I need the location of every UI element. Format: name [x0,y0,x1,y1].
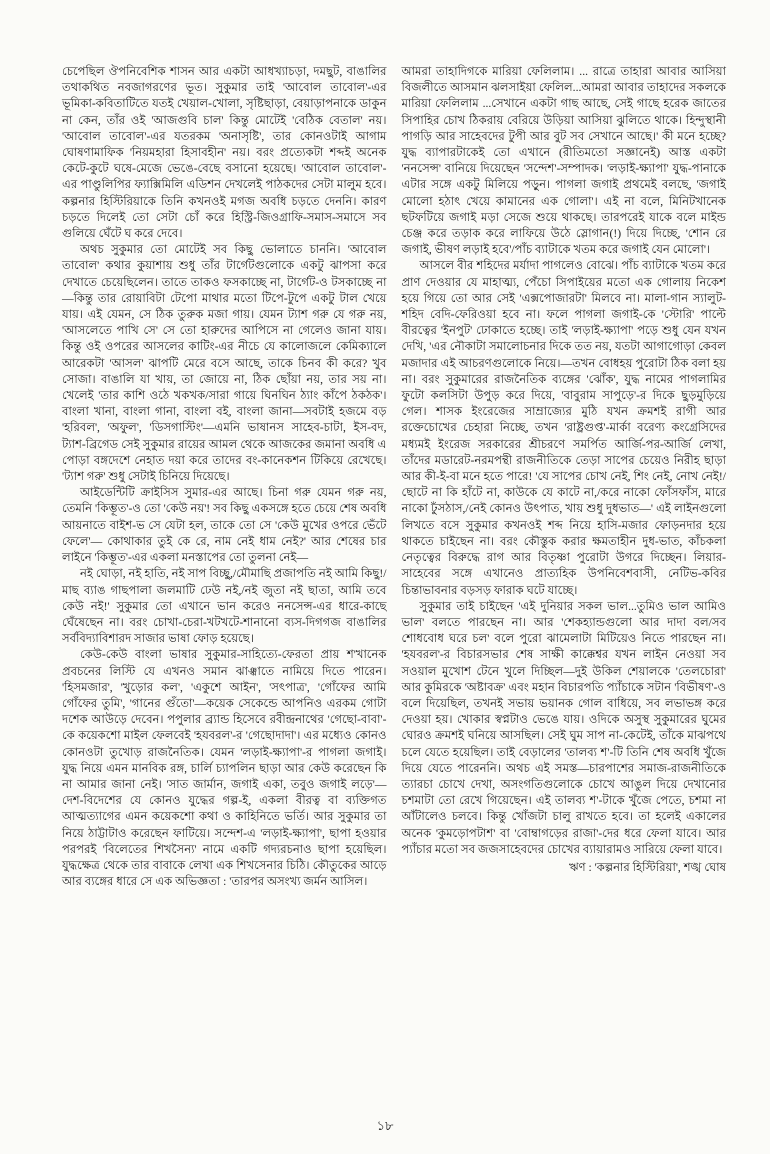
paragraph: আইডেন্টিটি ক্রাইসিস সুমার-এর আছে। চিনা গরু যেমন গরু নয়, তেমনি 'কিম্ভূত'-ও তো 'কেউ নয়'! সব কিছু একসঙ্গে হতে চেয়ে শেষ অবধি আয়নাতে বাইশ-ভ সে যেটা হল, তাকে তো সে 'কেউ মুখের ওপরে ভেঁটে ফেলে'— কোথাকার তুই কে রে, নাম নেই ধাম নেই?' আর শেষের চার লাইনে 'কিম্ভূত'-এর একলা মনস্তাপের তো তুলনা নেই— [62,486,387,565]
paragraph: আমরা তাহাদিগকে মারিয়া ফেলিলাম। ... রাত্রে তাহারা আবার আসিয়া বিজলীতে আসমান ঝলসাইয়া ফেলিল...আমরা আবার তাহাদের সকলকে মারিয়া ফেলিলাম ...সেখানে একটা গাছ আছে, সেই গাছে হরেক জাতের সিপাহির চোখ ঠিকরায় বেরিয়ে উড়িয়া আসিয়া ঝুলিতে থাকে। হিন্দুস্থানী পাগড়ি আর সাহেবদের টুপী আর বুট সব সেখানে আছে।' কী মনে হচ্ছে? যুদ্ধ ব্যাপারটাকেই তো এখানে (রীতিমতো সজ্ঞানেই) আস্ত একটা 'ননসেন্স' বানিয়ে দিয়েছেন 'সন্দেশ'-সম্পাদক। 'লড়াই-ক্ষ্যাপা' যুদ্ধ-পানাকে এটার সঙ্গে একটু মিলিয়ে পড়ুন। পাগলা জগাই প্রথমেই বলছে, 'জগাই মোলো হঠাৎ খেয়ে কামানের এক গোলা'। এই না বলে, মিনিটখানেক ছটফটিয়ে জগাই মড়া সেজে শুয়ে থাকছে। তারপরেই যাকে বলে মাইন্ড চেঞ্জ করে তড়াক করে লাফিয়ে উঠে স্লোগান(!) দিয়ে দিচ্ছে, 'শোন রে জগাই, ভীষণ লড়াই হবে'/পাঁচ ব্যাটাকে খতম করে জগাই যেন মোলো'। [401,65,726,257]
paragraph: নই ঘোড়া, নই হাতি, নই সাপ বিচ্ছু,/মৌমাছি প্রজাপতি নই আমি কিছু!/মাছ ব্যাঙ গাছপালা জলমাটি ঢেউ নই,/নই জুতা নই ছাতা, আমি তবে কেউ নই!' সুকুমার তো এখানে ভান করেও ননসেন্স-এর ধারে-কাছে ঘেঁষেছেন না। বরং চোখা-চেরা-খটখটে-শানানো ব্যস-দিগগজ বাঙালির সর্ববিদ্যাবিশারদ সাজার ভাষা ফোড় হয়েছে। [62,567,387,646]
paragraph: চেপেছিল ঔপনিবেশিক শাসন আর একটা আধখ্যাচড়া, দমছুট, বাঙালির তথাকথিত নবজাগরণের ভূত। সুকুমার তাই 'আবোল তাবোল'-এর ভূমিকা-কবিতাটিতে যতই খেয়াল-খোলা, সৃষ্টিছাড়া, বেয়াড়াপনাকে ডাকুন না কেন, তাঁর ওই 'আজগুবি চাল' কিন্তু মোটেই 'বেঠিক বেতাল' নয়। 'আবোল তাবোল'-এর যতরকম 'অনাসৃষ্টি', তার কোনওটাই আগাম ঘোষণামাফিক 'নিয়মহারা হিসাবহীন' নয়। বরং প্রত্যেকটা শব্দই অনেক কেটে-কুটে ঘষে-মেজে ভেঙে-বেছে বসানো হয়েছে। 'আবোল তাবোল'-এর পাণ্ডুলিপির ফ্যাক্সিমিলি এডিশন দেখলেই পাঠকদের সেটা মালুম হবে। কল্পনার হিস্টিরিয়াকে তিনি কখনওই মগজ অবধি চড়তে দেননি। কারণ চড়তে দিলেই তো সেটা চোঁ করে হিস্ট্রি-জিওগ্রাফি-সমাস-সমাসে সব গুলিয়ে ঘেঁটে ঘ করে দেবে। [62,65,387,241]
paragraph: সুকুমার তাই চাইছেন 'এই দুনিয়ার সকল ভাল...তুমিও ভাল আমিও ভাল' বলতে পারছেন না। আর 'শেকহ্যান্ডগুলো আর দাদা বল/সব শোধবোধ ঘরে চল' বলে পুরো ঝামেলাটা মিটিয়েও নিতে পারছেন না। 'হযবরল'-র বিচারসভার শেষ সাক্ষী কাক্কেশ্বর যখন লাইন নেওয়া সব সওয়াল মুখোশ টেনে খুলে দিচ্ছিল—দুই উকিল শেয়ালকে 'তেলচোরা' আর কুমিরকে 'অষ্টাবক্র' এবং মহান বিচারপতি প্যাঁচাকে সটান 'বিভীষণ'-ও বলে দিয়েছিল, তখনই সভায় ভয়ানক গোল বাধিয়ে, সব লভাভঙ্গ করে দেওয়া হয়। খোকার স্বপ্নটাও ভেঙে যায়। ওদিকে অসুস্থ সুকুমারের ঘুমের ঘোরও ক্রমশই ঘনিয়ে আসছিল। সেই ঘুম সাপ না-কেটেই, তাঁকে মাঝপথে চলে যেতে হয়েছিল। তাই বেড়ালের 'তালব্য শ'-টি তিনি শেষ অবধি খুঁজে দিয়ে যেতে পারেননি। অথচ এই সমস্ত—চারপাশের সমাজ-রাজনীতিকে ত্যারচা চোখে দেখা, অসংগতিগুলোকে চোখে আঙুল দিয়ে দেখানোর চশমাটা তো রেখে গিয়েছেন। এই তালব্য শ'-টাকে খুঁজে পেতে, চশমা না আঁটালেও চলবে। কিন্তু খোঁজটা চালু রাখতে হবে। তা হলেই একালের অনেক 'কুমড়োপটাশ' বা 'বোম্বাগড়ের রাজা'-দের ধরে ফেলা যাবে। আর প্যাঁচার মতো সব জজসাহেবদের চোখের ব্যায়ারামও সারিয়ে ফেলা যাবে। [401,599,726,856]
paragraph: আসলে বীর শহিদের মর্যাদা পাগলেও বোঝে। পাঁচ ব্যাটাকে খতম করে প্রাণ দেওয়ার যে মাহাত্ম্য, পেঁচো সিপাইয়ের মতো এক গোলায় নিকেশ হয়ে গিয়ে তো আর সেই 'এক্সপোজারটা' মিলবে না। মালা-গান স্যালুট-শহিদ বেদি-ফেরিওয়া হবে না। ফলে পাগলা জগাই-কে 'স্টোরি' পাল্টে বীরত্বের 'ইনপুট' ঢোকাতে হচ্ছে। তাই 'লড়াই-ক্ষ্যাপা' পড়ে শুধু যেন যখন দেখি, 'এর নৌকাটা সমালোচনার দিকে তত নয়, যতটা আগাগোড়া কেবল মজাদার এই আচরণগুলোকে নিয়ে।—তখন বোধহয় পুরোটা ঠিক বলা হয় না। বরং সুকুমারের রাজনৈতিক ব্যঙ্গের 'ঝোঁক', যুদ্ধ নামের পাগলামির ফুটো কলসিটা উপুড় করে দিয়ে, 'বাবুরাম সাপুড়ে'-র দিকে ছুড়মুড়িয়ে গেল। শাসক ইংরেজের সাম্রাজ্যের মুঠি যখন ক্রমশই রাগী আর রক্তেচোখের চেহারা নিচ্ছে, তখন 'রাষ্ট্রগুপ্ত'-মার্কা বরেণ্য কংগ্রেসিদের মধ্যমই ইংরেজ সরকারের শ্রীচরণে সমর্পিত আর্জি-পর-আর্জি লেখা, তাঁদের মডারেট-নরমপন্থী রাজনীতিকে তেড়া সাপের চেয়েও নিরীহ ছাড়া আর কী-ই-বা মনে হতে পারে! 'যে সাপের চোখ নেই, শিং নেই, নোখ নেই!/ ছোটে না কি হাঁটে না, কাউকে যে কাটে না,/করে নাকো ফোঁসফাঁস, মারে নাকো ঢুঁসঠাস,/নেই কোনও উৎপাত, খায় শুধু দুধভাত—' এই লাইনগুলো লিখতে বসে সুকুমার কখনওই শব্দ নিয়ে হাসি-মজার ফোড়নদার হয়ে থাকতে চাইছেন না। বরং কৌস্তুক করার ক্ষমতাহীন দুধ-ভাত, কাঁচকলা নেতৃত্বের বিরুদ্ধে রাগ আর বিতৃষ্ণা পুরোটা উগরে দিচ্ছেন। লিয়ার-সাহেবের সঙ্গে এখানেও প্রাত্যহিক উপনিবেশবাসী, নেটিভ-কবির চিন্তাভাবনার বড়সড় ফারাক ঘটে যাচ্ছে। [401,259,726,597]
text-columns [62,64,726,890]
source-attribution: ঋণ : 'কল্পনার হিস্টিরিয়া', শঙ্খ ঘোষ [569,860,726,874]
paragraph: কেউ-কেউ বাংলা ভাষার সুকুমার-সাহিত্যে-ফেরতা প্রায় শ'খানেক প্রবচনের লিস্টি যে এখনও সমান ঝাঞ্ঝাতে নামিয়ে দিতে পারেন। 'হিসমজার', 'খুড়োর কল', 'একুশে আইন', 'সৎপাত্র', 'গোঁফের আমি গোঁফের তুমি', 'গানের গুঁতো'—কয়েক সেকেন্ডে আপনিও এরকম গোটা দশেক আউড়ে দেবেন। পপুলার ব্র্যান্ড হিসেবে রবীন্দ্রনাথের 'গেছো-বাবা'-কে কয়েকশো মাইল ফেলবেই 'হযবরল'-র 'গেছোদাদা'। এর মধ্যেও কোনও কোনওটা তুখোড় রাজনৈতিক। যেমন 'লড়াই-ক্ষ্যাপা'-র পাগলা জগাই। যুদ্ধ নিয়ে এমন মানবিক রঙ্গ, চার্লি চ্যাপলিন ছাড়া আর কেউ করেছেন কি না আমার জানা নেই। 'সাত জার্মান, জগাই একা, তবুও জগাই লড়ে'—দেশ-বিদেশের যে কোনও যুদ্ধের গল্প-ই, একলা বীরত্ব বা ব্যক্তিগত আত্মত্যাগের এমন কয়েকশো কথা ও কাহিনিতে ভর্তি। আর সুকুমার তা নিয়ে ঠাট্টাটাও করেছেন ফাটিয়ে। সন্দেশ-এ 'লড়াই-ক্ষ্যাপা', ছাপা হওয়ার পরপরই 'বিলেতের শিখসৈন্য' নামে একটি গদ্যরচনাও ছাপা হয়েছিল। যুদ্ধক্ষেত্র থেকে তার বাবাকে লেখা এক শিখসেনার চিঠি। কৌতুকের আড়ে আর ব্যঙ্গের ধারে সে এক অভিজ্ঞতা : 'তারপর অসংখ্য জর্মন আসিল। [62,648,387,889]
left-column [62,64,387,890]
paragraph: অথচ সুকুমার তো মোটেই সব কিছু ভোলাতে চাননি। 'আবোল তাবোল' কথার কুয়াশায় শুধু তাঁর টার্গেটগুলোকে একটু ঝাপসা করে দেখাতে চেয়েছিলেন। তাতে তাকও ফসকাচ্ছে না, টার্গেট-ও টসকাচ্ছে না—কিন্তু তার রোয়াবিটা টেপো মাথার মতো টিপে-টুপে একটু টাল খেয়ে যায়। এই যেমন, সে ঠিক তুরুক মজা গায়। যেমন ট্যাশ গরু যে গরু নয়, 'আসলেতে পাখি সে' সে তো হারুদের আপিসে না গেলেও জানা যায়। কিন্তু ওই ওপরের আসলের কাটিং-এর নীচে যে কালোজলে কেমিক্যালে আরেকটা 'আসল' ঝাপটি মেরে বসে আছে, তাকে চিনব কী করে? খুব সোজা। বাঙালি যা খায়, তা জোয়ে না, ঠিক ছোঁয়া নয়, তার সয় না। খেলেই 'তার কাশি ওঠে খকখক/সারা গায়ে ঘিনঘিন ঠ্যাং কাঁপে ঠকঠক'। বাংলা খানা, বাংলা গানা, বাংলা বই, বাংলা জানা—সবটাই হজমে বড় 'হরিবল', 'অফুল', 'ডিসগাস্টিং'—এমনি ভাষানস সাহেব-চাটা, ইস-বদ, ট্যাশ-ব্রিগেড সেই সুকুমার রায়ের আমল থেকে আজকের জমানা অবধি এ পোড়া বঙ্গদেশে নেহাত দয়া করে তাদের বং-কানেকশন টিকিয়ে রেখেছে। 'ট্যাশ গরু' শুধু সেটাই চিনিয়ে দিয়েছে। [62,243,387,484]
page-number: ১৮ [376,1118,394,1133]
right-column [402,64,727,890]
